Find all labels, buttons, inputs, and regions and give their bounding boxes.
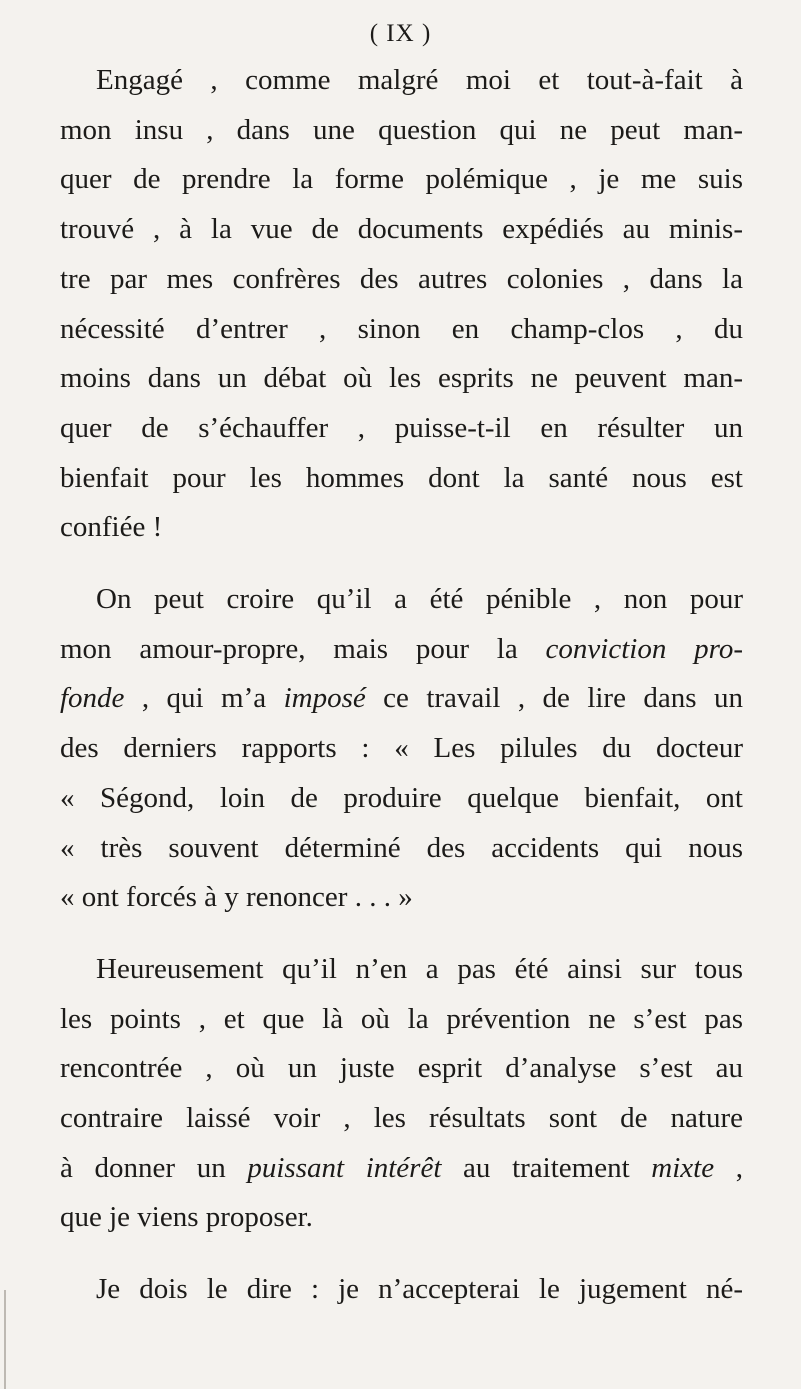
text-line: quer de prendre la forme polémique , je me suis: [60, 163, 743, 196]
paragraph-gap: [60, 553, 743, 575]
text-line: trouvé , à la vue de documents expédiés au minis-: [60, 213, 743, 246]
text-line: confiée !: [60, 511, 163, 544]
text-line: Engagé , comme malgré moi et tout-à-fait à: [96, 64, 743, 96]
text-line: tre par mes confrères des autres colonies , dans la: [60, 262, 743, 295]
paragraph-4: [60, 1265, 743, 1315]
paragraph-gap: [60, 1243, 743, 1265]
text-line: Heureusement qu’il n’en a pas été ainsi sur tous: [96, 952, 743, 985]
text-line: les points , et que là où la prévention ne s’est pas: [60, 1002, 743, 1035]
text-run: ce travail , de lire dans un: [365, 682, 743, 715]
page-edge-shadow: [4, 1290, 6, 1389]
quote-line: « Ségond, loin de produire quelque bienfait, ont: [60, 781, 743, 814]
text-run: ,: [714, 1151, 744, 1184]
quote-line: « très souvent déterminé des accidents qui nous: [60, 831, 743, 864]
body-text: [60, 56, 743, 1315]
text-run: à donner un: [60, 1151, 248, 1184]
page-number: ( IX ): [369, 20, 432, 47]
text-run: au traitement: [441, 1151, 652, 1184]
text-line: [60, 1144, 743, 1194]
text-line: On peut croire qu’il a été pénible , non pour: [96, 583, 743, 616]
quote-line: « ont forcés à y renoncer . . . »: [60, 881, 413, 914]
italic-run: conviction pro-: [545, 632, 744, 665]
paragraph-gap: [60, 923, 743, 945]
text-line: Je dois le dire : je n’accepterai le jugement né-: [96, 1273, 743, 1306]
text-line: rencontrée , où un juste esprit d’analyse s’est au: [60, 1052, 743, 1085]
text-line: [60, 625, 743, 675]
text-line: mon insu , dans une question qui ne peut man-: [60, 113, 743, 146]
italic-run: mixte: [651, 1151, 715, 1184]
text-line: que je viens proposer.: [60, 1201, 313, 1234]
italic-run: imposé: [283, 682, 366, 715]
italic-run: puissant intérêt: [247, 1151, 442, 1184]
text-line: nécessité d’entrer , sinon en champ-clos , du: [60, 312, 743, 345]
text-line: contraire laissé voir , les résultats sont de nature: [60, 1102, 743, 1135]
text-line: des derniers rapports : « Les pilules du docteur: [60, 732, 743, 765]
paragraph-2: [60, 575, 743, 923]
italic-run: fonde: [60, 682, 125, 715]
text-line: bienfait pour les hommes dont la santé nous est: [60, 461, 743, 494]
text-run: , qui m’a: [124, 682, 284, 715]
text-line: quer de s’échauffer , puisse-t-il en résulter un: [60, 411, 743, 444]
text-line: [60, 674, 743, 724]
paragraph-1: [60, 56, 743, 553]
text-line: moins dans un débat où les esprits ne peuvent man-: [60, 362, 743, 395]
paragraph-3: [60, 945, 743, 1243]
text-run: mon amour-propre, mais pour la: [60, 632, 546, 665]
